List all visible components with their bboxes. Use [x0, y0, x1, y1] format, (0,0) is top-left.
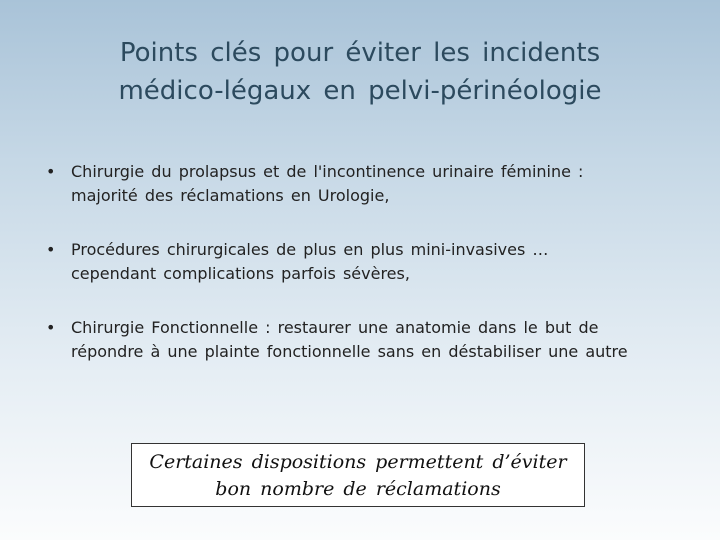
- bullet-dot-icon: •: [46, 318, 56, 337]
- bullet-text: [71, 316, 706, 364]
- bullet-item: [46, 160, 706, 208]
- bullet-line: majorité des réclamations en Urologie,: [71, 186, 390, 205]
- slide-title: [0, 34, 720, 110]
- callout-box: [131, 443, 585, 507]
- bullet-line: Procédures chirurgicales de plus en plus mini-invasives …: [71, 240, 549, 259]
- bullet-line: Chirurgie du prolapsus et de l'incontinence urinaire féminine :: [71, 162, 584, 181]
- bullet-dot-icon: •: [46, 162, 56, 181]
- bullet-line: répondre à une plainte fonctionnelle sans en déstabiliser une autre: [71, 342, 628, 361]
- bullet-dot-icon: •: [46, 240, 56, 259]
- bullet-list: [46, 160, 706, 394]
- bullet-text: [71, 160, 706, 208]
- callout-line-1: Certaines dispositions permettent d’éviter: [149, 451, 567, 473]
- callout-line-2: bon nombre de réclamations: [215, 478, 501, 500]
- bullet-item: [46, 316, 706, 364]
- bullet-text: [71, 238, 706, 286]
- slide-title-line-1: Points clés pour éviter les incidents: [119, 38, 601, 68]
- bullet-line: Chirurgie Fonctionnelle : restaurer une anatomie dans le but de: [71, 318, 599, 337]
- bullet-item: [46, 238, 706, 286]
- bullet-line: cependant complications parfois sévères,: [71, 264, 410, 283]
- slide-title-line-2: médico-légaux en pelvi-périnéologie: [118, 76, 602, 106]
